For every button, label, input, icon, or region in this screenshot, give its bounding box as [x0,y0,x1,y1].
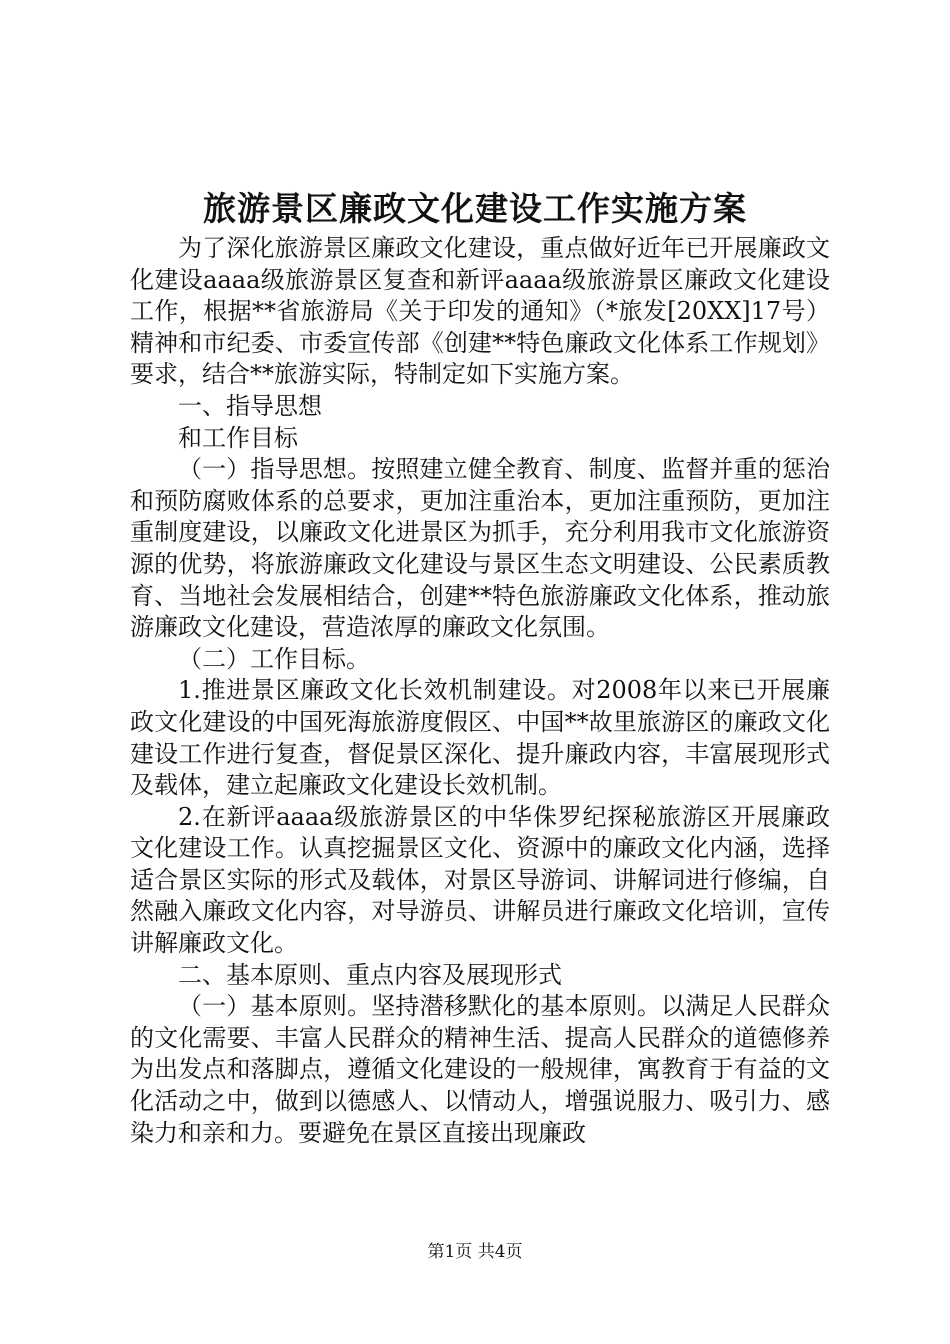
section-heading-1-continued: 和工作目标 [178,423,298,452]
goal-item-2: 2.在新评aaaa级旅游景区的中华侏罗纪探秘旅游区开展廉政文化建设工作。认真挖掘景区文化、资源中的廉政文化内涵，选择适合景区实际的形式及载体，对景区导游词、讲解词进行修编，自然融入廉政文化内容，对导游员、讲解员进行廉政文化培训，宣传讲解廉政文化。 [130,802,830,958]
work-goal-heading: （二）工作目标。 [178,644,370,673]
basic-principle-paragraph: （一）基本原则。坚持潜移默化的基本原则。以满足人民群众的文化需要、丰富人民群众的精神生活、提高人民群众的道德修养为出发点和落脚点，遵循文化建设的一般规律，寓教育于有益的文化活动之中，做到以德感人、以情动人，增强说服力、吸引力、感染力和亲和力。要避免在景区直接出现廉政 [130,992,830,1147]
document-body [130,233,830,1149]
guiding-thought-paragraph: （一）指导思想。按照建立健全教育、制度、监督并重的惩治和预防腐败体系的总要求，更加注重治本，更加注重预防，更加注重制度建设，以廉政文化进景区为抓手，充分利用我市文化旅游资源的优势，将旅游廉政文化建设与景区生态文明建设、公民素质教育、当地社会发展相结合，创建**特色旅游廉政文化体系，推动旅游廉政文化建设，营造浓厚的廉政文化氛围。 [130,455,830,642]
goal-item-1: 1.推进景区廉政文化长效机制建设。对2008年以来已开展廉政文化建设的中国死海旅游度假区、中国**故里旅游区的廉政文化建设工作进行复查，督促景区深化、提升廉政内容，丰富展现形式及载体，建立起廉政文化建设长效机制。 [130,676,830,800]
document-title: 旅游景区廉政文化建设工作实施方案 [203,189,747,228]
intro-paragraph: 为了深化旅游景区廉政文化建设，重点做好近年已开展廉政文化建设aaaa级旅游景区复查和新评aaaa级旅游景区廉政文化建设工作，根据**省旅游局《关于印发的通知》（*旅发[20XX]17号）精神和市纪委、市委宣传部《创建**特色廉政文化体系工作规划》要求，结合**旅游实际，特制定如下实施方案。 [130,234,830,389]
section-heading-1: 一、指导思想 [178,391,322,420]
page-footer: 第1页 共4页 [427,1242,523,1262]
section-heading-2: 二、基本原则、重点内容及展现形式 [178,960,562,989]
